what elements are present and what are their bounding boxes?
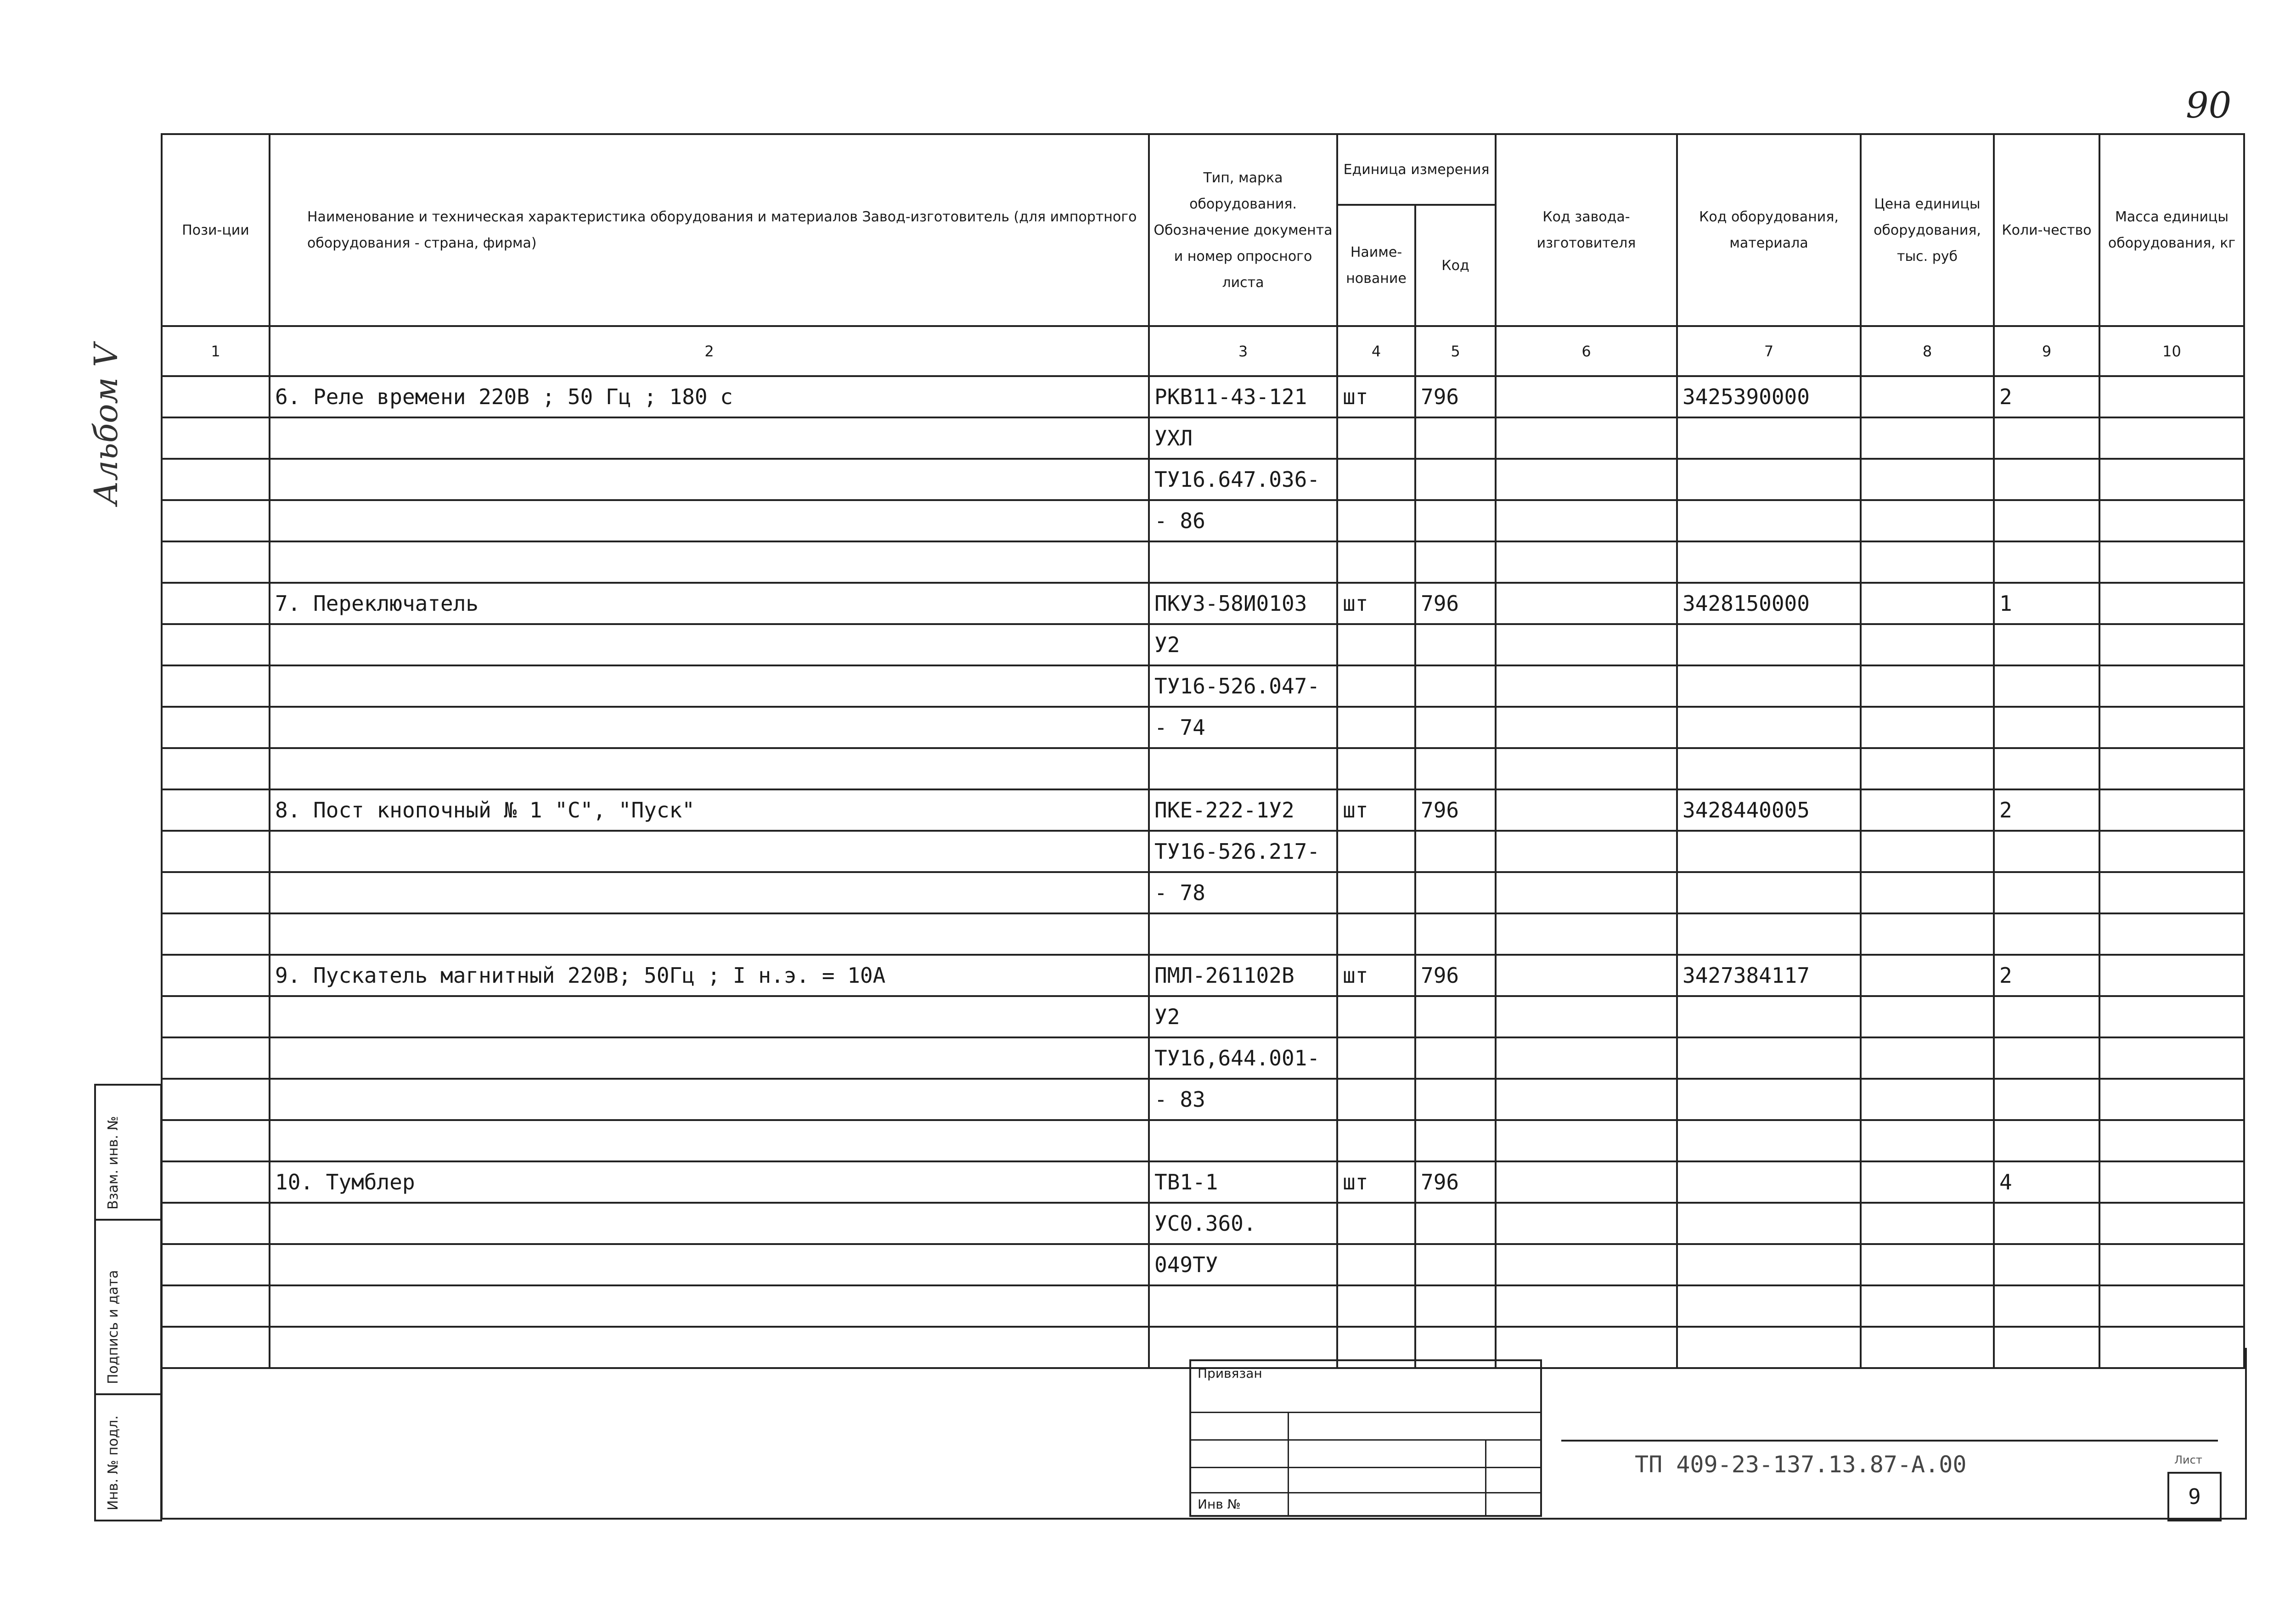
cell-manufacturer-code <box>1496 583 1677 624</box>
cell-type: ПМЛ-261102В <box>1149 955 1337 996</box>
cell-quantity: 1 <box>1994 583 2099 624</box>
cell-position <box>162 459 270 500</box>
title-block-line <box>1561 1440 2218 1442</box>
cell-quantity: 2 <box>1994 789 2099 831</box>
cell-name <box>270 1203 1149 1244</box>
table-row <box>162 996 2244 1037</box>
cell-unit <box>1337 872 1415 913</box>
cell-unit: шт <box>1337 789 1415 831</box>
cell-quantity <box>1994 541 2099 583</box>
column-number: 9 <box>1994 326 2099 376</box>
cell-type: У2 <box>1149 624 1337 665</box>
stamp-line <box>1191 1412 1540 1413</box>
cell-manufacturer-code <box>1496 748 1677 789</box>
cell-unit-code <box>1415 1203 1496 1244</box>
table-row <box>162 417 2244 459</box>
cell-mass <box>2099 913 2244 955</box>
cell-unit <box>1337 1244 1415 1285</box>
cell-equipment-code <box>1677 996 1861 1037</box>
cell-price <box>1861 459 1994 500</box>
cell-quantity <box>1994 1079 2099 1120</box>
cell-price <box>1861 748 1994 789</box>
cell-unit: шт <box>1337 376 1415 417</box>
cell-type: - 83 <box>1149 1079 1337 1120</box>
table-row <box>162 624 2244 665</box>
cell-mass <box>2099 831 2244 872</box>
cell-mass <box>2099 1244 2244 1285</box>
cell-mass <box>2099 707 2244 748</box>
cell-position <box>162 1285 270 1327</box>
cell-name <box>270 459 1149 500</box>
cell-type: ПКУ3-58И0103 <box>1149 583 1337 624</box>
cell-price <box>1861 541 1994 583</box>
header-unit-group: Единица измерения <box>1337 134 1496 205</box>
cell-mass <box>2099 748 2244 789</box>
cell-price <box>1861 913 1994 955</box>
margin-note: Альбом V <box>87 344 125 505</box>
cell-name <box>270 500 1149 541</box>
cell-quantity: 2 <box>1994 955 2099 996</box>
cell-unit-code <box>1415 459 1496 500</box>
cell-unit <box>1337 624 1415 665</box>
cell-type: УХЛ <box>1149 417 1337 459</box>
cell-type <box>1149 1285 1337 1327</box>
side-label-sign-date: Подпись и дата <box>105 1270 121 1384</box>
cell-unit <box>1337 831 1415 872</box>
cell-unit-code: 796 <box>1415 955 1496 996</box>
column-number: 8 <box>1861 326 1994 376</box>
cell-price <box>1861 1285 1994 1327</box>
cell-price <box>1861 417 1994 459</box>
page-number: 9 <box>2167 1472 2222 1521</box>
cell-equipment-code <box>1677 665 1861 707</box>
cell-unit: шт <box>1337 955 1415 996</box>
cell-mass <box>2099 624 2244 665</box>
cell-unit-code <box>1415 1285 1496 1327</box>
cell-unit-code: 796 <box>1415 376 1496 417</box>
cell-position <box>162 665 270 707</box>
cell-position <box>162 748 270 789</box>
cell-mass <box>2099 872 2244 913</box>
side-cell-inv-orig <box>96 1393 160 1518</box>
cell-position <box>162 996 270 1037</box>
cell-mass <box>2099 1079 2244 1120</box>
cell-name <box>270 665 1149 707</box>
cell-mass <box>2099 583 2244 624</box>
cell-quantity <box>1994 665 2099 707</box>
cell-price <box>1861 1203 1994 1244</box>
cell-name <box>270 831 1149 872</box>
table-row <box>162 665 2244 707</box>
cell-unit-code: 796 <box>1415 1161 1496 1203</box>
cell-equipment-code <box>1677 707 1861 748</box>
cell-unit: шт <box>1337 583 1415 624</box>
cell-type: УС0.360. <box>1149 1203 1337 1244</box>
header-position: Пози-ции <box>162 134 270 326</box>
cell-name <box>270 1285 1149 1327</box>
cell-equipment-code: 3428150000 <box>1677 583 1861 624</box>
cell-mass <box>2099 1161 2244 1203</box>
cell-equipment-code <box>1677 1120 1861 1161</box>
cell-position <box>162 376 270 417</box>
cell-unit <box>1337 913 1415 955</box>
cell-name <box>270 872 1149 913</box>
cell-equipment-code <box>1677 1203 1861 1244</box>
cell-unit <box>1337 500 1415 541</box>
cell-unit <box>1337 665 1415 707</box>
cell-price <box>1861 376 1994 417</box>
cell-position <box>162 789 270 831</box>
cell-manufacturer-code <box>1496 1244 1677 1285</box>
binding-stamp <box>1189 1359 1542 1517</box>
cell-unit-code <box>1415 1037 1496 1079</box>
document-number: ТП 409-23-137.13.87-А.00 <box>1635 1451 1967 1478</box>
cell-unit-code <box>1415 417 1496 459</box>
side-cell-inv-replace <box>96 1086 160 1221</box>
cell-price <box>1861 707 1994 748</box>
cell-equipment-code <box>1677 624 1861 665</box>
cell-position <box>162 500 270 541</box>
cell-unit-code: 796 <box>1415 583 1496 624</box>
cell-position <box>162 1079 270 1120</box>
cell-position <box>162 707 270 748</box>
side-label-inv-orig: Инв. № подл. <box>105 1415 121 1510</box>
cell-unit <box>1337 459 1415 500</box>
cell-quantity <box>1994 872 2099 913</box>
header-mass: Масса единицы оборудования, кг <box>2099 134 2244 326</box>
side-strip <box>94 1084 162 1521</box>
column-number: 7 <box>1677 326 1861 376</box>
cell-name <box>270 624 1149 665</box>
cell-name <box>270 913 1149 955</box>
cell-manufacturer-code <box>1496 872 1677 913</box>
cell-unit-code <box>1415 541 1496 583</box>
cell-type: ТУ16-526.047- <box>1149 665 1337 707</box>
cell-quantity <box>1994 1120 2099 1161</box>
stamp-line <box>1191 1439 1540 1441</box>
cell-type: РКВ11-43-121 <box>1149 376 1337 417</box>
cell-price <box>1861 1079 1994 1120</box>
cell-quantity <box>1994 459 2099 500</box>
cell-type <box>1149 541 1337 583</box>
cell-price <box>1861 831 1994 872</box>
cell-position <box>162 624 270 665</box>
cell-position <box>162 541 270 583</box>
stamp-inv-label: Инв № <box>1198 1497 1241 1512</box>
cell-manufacturer-code <box>1496 996 1677 1037</box>
cell-unit <box>1337 1120 1415 1161</box>
specification-table <box>161 133 2245 1369</box>
cell-manufacturer-code <box>1496 1203 1677 1244</box>
cell-equipment-code <box>1677 1285 1861 1327</box>
cell-position <box>162 1120 270 1161</box>
cell-mass <box>2099 789 2244 831</box>
cell-position <box>162 1244 270 1285</box>
cell-type: ПКЕ-222-1У2 <box>1149 789 1337 831</box>
cell-equipment-code <box>1677 748 1861 789</box>
table-row <box>162 1203 2244 1244</box>
table-row <box>162 707 2244 748</box>
cell-unit <box>1337 417 1415 459</box>
cell-mass <box>2099 955 2244 996</box>
stamp-divider <box>1485 1439 1486 1515</box>
column-number: 5 <box>1415 326 1496 376</box>
cell-equipment-code <box>1677 831 1861 872</box>
cell-unit <box>1337 541 1415 583</box>
cell-price <box>1861 1120 1994 1161</box>
table-row <box>162 831 2244 872</box>
header-quantity: Коли-чество <box>1994 134 2099 326</box>
cell-manufacturer-code <box>1496 831 1677 872</box>
cell-unit-code <box>1415 624 1496 665</box>
cell-price <box>1861 789 1994 831</box>
cell-name: 9. Пускатель магнитный 220В; 50Гц ; I н.э. = 10А <box>270 955 1149 996</box>
table-row <box>162 1037 2244 1079</box>
cell-manufacturer-code <box>1496 1037 1677 1079</box>
cell-unit-code <box>1415 707 1496 748</box>
cell-quantity <box>1994 748 2099 789</box>
cell-quantity: 4 <box>1994 1161 2099 1203</box>
cell-quantity <box>1994 1203 2099 1244</box>
cell-equipment-code <box>1677 913 1861 955</box>
cell-price <box>1861 1244 1994 1285</box>
cell-equipment-code <box>1677 1079 1861 1120</box>
cell-type <box>1149 748 1337 789</box>
cell-equipment-code <box>1677 1244 1861 1285</box>
header-price: Цена единицы оборудования, тыс. руб <box>1861 134 1994 326</box>
cell-unit: шт <box>1337 1161 1415 1203</box>
cell-mass <box>2099 1203 2244 1244</box>
cell-equipment-code <box>1677 459 1861 500</box>
sheet-number: 90 <box>2186 85 2232 126</box>
cell-equipment-code: 3425390000 <box>1677 376 1861 417</box>
cell-quantity <box>1994 500 2099 541</box>
cell-type: У2 <box>1149 996 1337 1037</box>
cell-position <box>162 1037 270 1079</box>
table-row <box>162 500 2244 541</box>
cell-name: 8. Пост кнопочный № 1 "С", "Пуск" <box>270 789 1149 831</box>
cell-position <box>162 583 270 624</box>
cell-mass <box>2099 1120 2244 1161</box>
cell-quantity <box>1994 996 2099 1037</box>
cell-name <box>270 748 1149 789</box>
cell-manufacturer-code <box>1496 1120 1677 1161</box>
cell-manufacturer-code <box>1496 913 1677 955</box>
cell-type: - 74 <box>1149 707 1337 748</box>
cell-manufacturer-code <box>1496 1079 1677 1120</box>
cell-mass <box>2099 665 2244 707</box>
cell-manufacturer-code <box>1496 707 1677 748</box>
cell-type: - 78 <box>1149 872 1337 913</box>
stamp-divider <box>1288 1412 1289 1515</box>
cell-unit-code <box>1415 665 1496 707</box>
cell-manufacturer-code <box>1496 376 1677 417</box>
cell-equipment-code <box>1677 500 1861 541</box>
cell-mass <box>2099 1037 2244 1079</box>
table-row <box>162 1161 2244 1203</box>
cell-name <box>270 1120 1149 1161</box>
table-row <box>162 459 2244 500</box>
cell-type <box>1149 913 1337 955</box>
table-row <box>162 913 2244 955</box>
cell-name <box>270 996 1149 1037</box>
cell-name: 10. Тумблер <box>270 1161 1149 1203</box>
cell-quantity <box>1994 831 2099 872</box>
table-row <box>162 955 2244 996</box>
cell-quantity <box>1994 913 2099 955</box>
cell-equipment-code <box>1677 417 1861 459</box>
cell-manufacturer-code <box>1496 955 1677 996</box>
column-number: 6 <box>1496 326 1677 376</box>
cell-name <box>270 707 1149 748</box>
cell-unit-code <box>1415 1120 1496 1161</box>
cell-quantity <box>1994 1244 2099 1285</box>
cell-unit-code: 796 <box>1415 789 1496 831</box>
column-number: 3 <box>1149 326 1337 376</box>
column-number: 1 <box>162 326 270 376</box>
cell-manufacturer-code <box>1496 459 1677 500</box>
cell-manufacturer-code <box>1496 500 1677 541</box>
cell-price <box>1861 1161 1994 1203</box>
cell-unit <box>1337 1203 1415 1244</box>
cell-position <box>162 1203 270 1244</box>
table-row <box>162 872 2244 913</box>
cell-price <box>1861 955 1994 996</box>
cell-position <box>162 913 270 955</box>
table-row <box>162 541 2244 583</box>
cell-equipment-code <box>1677 1037 1861 1079</box>
table-row <box>162 748 2244 789</box>
column-number: 4 <box>1337 326 1415 376</box>
cell-unit <box>1337 748 1415 789</box>
cell-price <box>1861 996 1994 1037</box>
cell-type: ТУ16-526.217- <box>1149 831 1337 872</box>
table-row <box>162 1079 2244 1120</box>
table-row <box>162 1244 2244 1285</box>
cell-quantity <box>1994 707 2099 748</box>
cell-name <box>270 417 1149 459</box>
cell-mass <box>2099 459 2244 500</box>
cell-unit-code <box>1415 996 1496 1037</box>
table-row <box>162 376 2244 417</box>
cell-price <box>1861 624 1994 665</box>
cell-equipment-code <box>1677 1161 1861 1203</box>
header-type: Тип, марка оборудования. Обозначение документа и номер опросного листа <box>1149 134 1337 326</box>
cell-position <box>162 872 270 913</box>
column-number: 10 <box>2099 326 2244 376</box>
cell-name <box>270 541 1149 583</box>
cell-unit-code <box>1415 913 1496 955</box>
cell-manufacturer-code <box>1496 665 1677 707</box>
cell-type: ТУ16,644.001- <box>1149 1037 1337 1079</box>
cell-price <box>1861 583 1994 624</box>
cell-price <box>1861 500 1994 541</box>
cell-manufacturer-code <box>1496 541 1677 583</box>
cell-mass <box>2099 1285 2244 1327</box>
cell-mass <box>2099 500 2244 541</box>
cell-type: - 86 <box>1149 500 1337 541</box>
cell-unit <box>1337 1079 1415 1120</box>
cell-unit-code <box>1415 500 1496 541</box>
cell-type: ТУ16.647.036- <box>1149 459 1337 500</box>
header-name: Наименование и техническая характеристика оборудования и материалов Завод-изготовитель (для импортного оборудования - страна, фирма) <box>270 134 1149 326</box>
cell-price <box>1861 1037 1994 1079</box>
table-row <box>162 583 2244 624</box>
sheet-label: Лист <box>2174 1453 2202 1466</box>
cell-equipment-code: 3427384117 <box>1677 955 1861 996</box>
header-unit-name: Наиме-нование <box>1337 205 1415 326</box>
cell-quantity: 2 <box>1994 376 2099 417</box>
cell-price <box>1861 665 1994 707</box>
cell-mass <box>2099 376 2244 417</box>
cell-mass <box>2099 996 2244 1037</box>
cell-manufacturer-code <box>1496 417 1677 459</box>
side-cell-sign-date <box>96 1219 160 1395</box>
cell-position <box>162 955 270 996</box>
cell-position <box>162 1161 270 1203</box>
cell-unit-code <box>1415 1244 1496 1285</box>
cell-unit-code <box>1415 831 1496 872</box>
cell-unit <box>1337 1037 1415 1079</box>
cell-unit-code <box>1415 1079 1496 1120</box>
cell-equipment-code: 3428440005 <box>1677 789 1861 831</box>
cell-manufacturer-code <box>1496 789 1677 831</box>
stamp-line <box>1191 1467 1540 1468</box>
header-manufacturer-code: Код завода-изготовителя <box>1496 134 1677 326</box>
cell-quantity <box>1994 417 2099 459</box>
table-row <box>162 1120 2244 1161</box>
cell-mass <box>2099 541 2244 583</box>
cell-type: 049ТУ <box>1149 1244 1337 1285</box>
cell-name: 7. Переключатель <box>270 583 1149 624</box>
cell-unit-code <box>1415 748 1496 789</box>
cell-equipment-code <box>1677 541 1861 583</box>
cell-price <box>1861 872 1994 913</box>
cell-quantity <box>1994 1285 2099 1327</box>
cell-position <box>162 417 270 459</box>
cell-unit <box>1337 996 1415 1037</box>
cell-unit-code <box>1415 872 1496 913</box>
header-equipment-code: Код оборудования, материала <box>1677 134 1861 326</box>
cell-position <box>162 831 270 872</box>
cell-name: 6. Реле времени 220В ; 50 Гц ; 180 с <box>270 376 1149 417</box>
side-label-inv-replace: Взам. инв. № <box>105 1116 121 1210</box>
cell-type: ТВ1-1 <box>1149 1161 1337 1203</box>
cell-mass <box>2099 417 2244 459</box>
cell-type <box>1149 1120 1337 1161</box>
cell-quantity <box>1994 624 2099 665</box>
cell-name <box>270 1079 1149 1120</box>
cell-unit <box>1337 707 1415 748</box>
cell-manufacturer-code <box>1496 1161 1677 1203</box>
cell-manufacturer-code <box>1496 624 1677 665</box>
column-number: 2 <box>270 326 1149 376</box>
cell-name <box>270 1037 1149 1079</box>
cell-manufacturer-code <box>1496 1285 1677 1327</box>
cell-name <box>270 1244 1149 1285</box>
cell-equipment-code <box>1677 872 1861 913</box>
cell-unit <box>1337 1285 1415 1327</box>
table-row <box>162 789 2244 831</box>
header-unit-code: Код <box>1415 205 1496 326</box>
stamp-title: Привязан <box>1198 1366 1262 1381</box>
table-row <box>162 1285 2244 1327</box>
cell-quantity <box>1994 1037 2099 1079</box>
stamp-line <box>1191 1492 1540 1493</box>
